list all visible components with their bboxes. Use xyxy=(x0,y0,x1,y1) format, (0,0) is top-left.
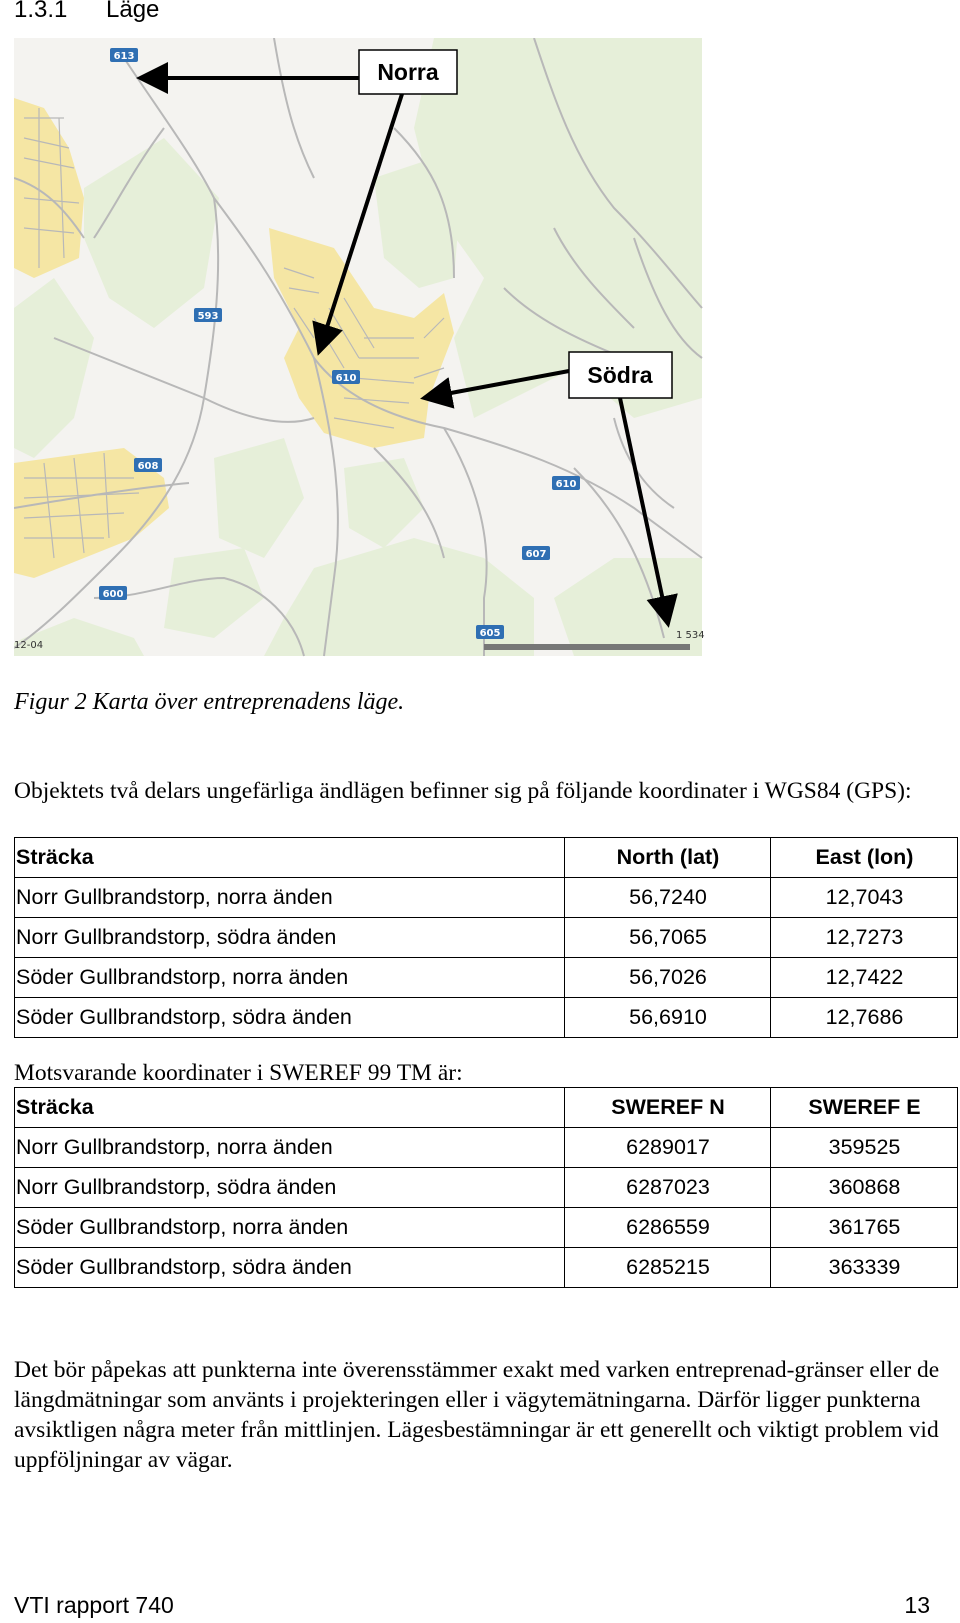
table-cell: Söder Gullbrandstorp, norra änden xyxy=(15,958,565,998)
footer-page-number: 13 xyxy=(904,1592,930,1618)
svg-text:593: 593 xyxy=(197,311,219,322)
table-row xyxy=(15,918,958,958)
table-row xyxy=(15,878,958,918)
table-cell: Söder Gullbrandstorp, södra änden xyxy=(15,998,565,1038)
road-sign-610-south xyxy=(552,476,580,490)
table-cell: 360868 xyxy=(771,1168,958,1208)
column-header: SWEREF N xyxy=(565,1088,771,1128)
sweref-table xyxy=(14,1087,958,1288)
table-cell: 56,6910 xyxy=(565,998,771,1038)
table-cell: Norr Gullbrandstorp, norra änden xyxy=(15,878,565,918)
table-cell: 6287023 xyxy=(565,1168,771,1208)
closing-paragraph: Det bör påpekas att punkterna inte överensstämmer exakt med varken entreprenad-gränser eller de längdmätningar som använts i projekteringen eller i vägytemätningarna. Därför ligger punkterna avsiktligen några meter från mittlinjen. Lägesbestämningar är ett generellt och viktigt problem vid uppföljningar av vägar. xyxy=(14,1357,940,1473)
table-cell: 12,7273 xyxy=(771,918,958,958)
table-cell: 6286559 xyxy=(565,1208,771,1248)
road-sign-613 xyxy=(110,48,138,62)
table-cell: Söder Gullbrandstorp, södra änden xyxy=(15,1248,565,1288)
callout-sodra xyxy=(569,352,672,398)
section-heading xyxy=(14,0,159,24)
table-cell: 56,7240 xyxy=(565,878,771,918)
intro-paragraph: Objektets två delars ungefärliga ändlägen befinner sig på följande koordinater i WGS84 (GPS): xyxy=(14,778,912,804)
callout-norra xyxy=(359,50,457,94)
map-figure xyxy=(14,38,728,678)
svg-text:600: 600 xyxy=(102,589,124,600)
table-cell: Norr Gullbrandstorp, norra änden xyxy=(15,1128,565,1168)
callout-sodra-label: Södra xyxy=(587,362,653,388)
table-cell: 6289017 xyxy=(565,1128,771,1168)
column-header: North (lat) xyxy=(565,838,771,878)
map-edge-label-left: 12-04 xyxy=(14,640,44,651)
road-sign-605 xyxy=(476,625,504,639)
table-cell: 361765 xyxy=(771,1208,958,1248)
road-sign-593 xyxy=(194,308,222,322)
table-row xyxy=(15,998,958,1038)
table-cell: Söder Gullbrandstorp, norra änden xyxy=(15,1208,565,1248)
column-header: Sträcka xyxy=(15,1088,565,1128)
road-sign-610-north xyxy=(332,370,360,384)
figure-caption: Figur 2 Karta över entreprenadens läge. xyxy=(14,689,405,715)
table-row xyxy=(15,958,958,998)
section-number: 1.3.1 xyxy=(14,0,68,23)
table-header-row xyxy=(15,838,958,878)
svg-text:610: 610 xyxy=(555,479,577,490)
table-row xyxy=(15,1128,958,1168)
road-sign-608 xyxy=(134,458,162,472)
column-header: SWEREF E xyxy=(771,1088,958,1128)
svg-text:613: 613 xyxy=(113,51,135,62)
table-row xyxy=(15,1248,958,1288)
callout-norra-label: Norra xyxy=(377,59,439,85)
column-header: Sträcka xyxy=(15,838,565,878)
table-cell: 56,7026 xyxy=(565,958,771,998)
sweref-intro-paragraph: Motsvarande koordinater i SWEREF 99 TM är: xyxy=(14,1060,463,1086)
table-cell: 12,7422 xyxy=(771,958,958,998)
svg-text:610: 610 xyxy=(335,373,357,384)
table-row xyxy=(15,1168,958,1208)
footer-report-name: VTI rapport 740 xyxy=(14,1592,174,1618)
table-cell: 12,7043 xyxy=(771,878,958,918)
road-sign-607 xyxy=(522,546,550,560)
map-image xyxy=(14,38,728,678)
table-cell: Norr Gullbrandstorp, södra änden xyxy=(15,1168,565,1208)
map-edge-label-right: 1 534 xyxy=(676,630,705,641)
table-cell: 56,7065 xyxy=(565,918,771,958)
svg-text:605: 605 xyxy=(479,628,501,639)
section-title: Läge xyxy=(106,0,160,23)
road-sign-600 xyxy=(99,586,127,600)
map-scale-bar xyxy=(484,644,690,650)
table-row xyxy=(15,1208,958,1248)
svg-text:607: 607 xyxy=(525,549,547,560)
svg-text:608: 608 xyxy=(137,461,159,472)
table-cell: 359525 xyxy=(771,1128,958,1168)
table-header-row xyxy=(15,1088,958,1128)
table-cell: 12,7686 xyxy=(771,998,958,1038)
table-cell: 363339 xyxy=(771,1248,958,1288)
column-header: East (lon) xyxy=(771,838,958,878)
wgs84-table xyxy=(14,837,958,1038)
table-cell: Norr Gullbrandstorp, södra änden xyxy=(15,918,565,958)
table-cell: 6285215 xyxy=(565,1248,771,1288)
